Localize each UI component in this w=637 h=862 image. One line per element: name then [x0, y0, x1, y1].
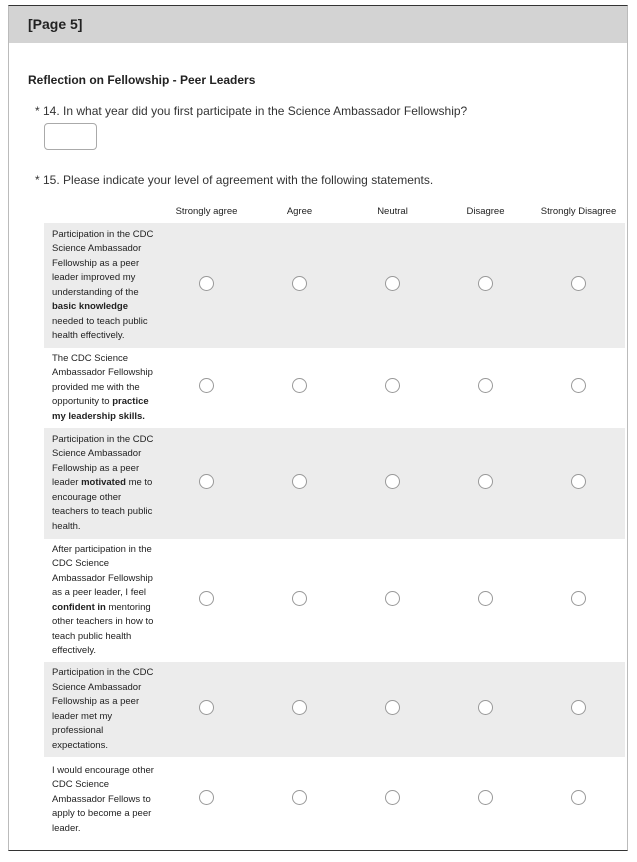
statement-label: [44, 662, 160, 757]
option-cell: [532, 662, 625, 757]
question-15: * 15. Please indicate your level of agreement with the following statements.: [35, 173, 434, 187]
radio-option[interactable]: [385, 474, 400, 489]
blank-header: [44, 199, 160, 223]
radio-option[interactable]: [571, 474, 586, 489]
option-cell: [346, 223, 439, 348]
statement-text: me to encourage other teachers to teach public health.: [52, 477, 153, 532]
option-cell: [160, 539, 253, 662]
radio-option[interactable]: [478, 591, 493, 606]
statement-text: Participation in the CDC Science Ambassador Fellowship as a peer leader met my professional expectations.: [52, 667, 154, 751]
option-cell: [532, 223, 625, 348]
option-cell: [346, 428, 439, 539]
radio-option[interactable]: [292, 790, 307, 805]
column-header: Neutral: [377, 205, 408, 217]
radio-option[interactable]: [385, 378, 400, 393]
agreement-matrix: [44, 199, 625, 843]
option-cell: [346, 662, 439, 757]
option-cell: [346, 348, 439, 428]
statement-text: basic knowledge: [52, 301, 129, 312]
option-cell: [439, 348, 532, 428]
survey-page: [8, 5, 628, 851]
option-cell: [439, 223, 532, 348]
radio-option[interactable]: [478, 276, 493, 291]
radio-option[interactable]: [292, 276, 307, 291]
statement-label: [44, 223, 160, 348]
option-cell: [439, 757, 532, 843]
radio-option[interactable]: [199, 700, 214, 715]
statement-label: [44, 348, 160, 428]
statement-label: [44, 757, 160, 843]
radio-option[interactable]: [199, 276, 214, 291]
statement-row: [44, 428, 625, 539]
statement-row: [44, 348, 625, 428]
radio-option[interactable]: [292, 700, 307, 715]
option-cell: [532, 348, 625, 428]
statement-text: needed to teach public health effectively.: [52, 315, 148, 341]
statement-label: [44, 539, 160, 662]
option-cell: [253, 348, 346, 428]
column-header: Agree: [286, 205, 313, 217]
statement-text: practice my leadership skills.: [52, 396, 149, 422]
radio-option[interactable]: [199, 591, 214, 606]
option-cell: [346, 539, 439, 662]
option-cell: [532, 428, 625, 539]
option-cell: [253, 428, 346, 539]
option-cell: [160, 757, 253, 843]
option-cell: [253, 539, 346, 662]
statement-row: [44, 757, 625, 843]
statement-text: motivated: [81, 477, 126, 489]
radio-option[interactable]: [292, 378, 307, 393]
statement-text: After participation in the CDC Science Ambassador Fellowship as a peer leader, I feel: [52, 543, 153, 598]
option-cell: [160, 348, 253, 428]
radio-option[interactable]: [385, 591, 400, 606]
radio-option[interactable]: [478, 790, 493, 805]
radio-option[interactable]: [571, 378, 586, 393]
column-header: Disagree: [466, 205, 505, 217]
option-cell: [532, 539, 625, 662]
statement-row: [44, 223, 625, 348]
radio-option[interactable]: [478, 474, 493, 489]
statement-text: Participation in the CDC Science Ambassador Fellowship as a peer leader: [52, 433, 154, 489]
statement-row: [44, 539, 625, 662]
radio-option[interactable]: [385, 276, 400, 291]
radio-option[interactable]: [478, 378, 493, 393]
option-cell: [346, 757, 439, 843]
option-cell: [253, 223, 346, 348]
statement-text: The CDC Science Ambassador Fellowship provided me with the opportunity to: [52, 352, 153, 408]
option-cell: [439, 428, 532, 539]
statement-text: mentoring other teachers in how to teach public health effectively.: [52, 601, 154, 656]
radio-option[interactable]: [199, 378, 214, 393]
statement-text: Participation in the CDC Science Ambassador Fellowship as a peer leader improved my understanding of the: [52, 228, 154, 298]
statement-row: [44, 662, 625, 757]
option-cell: [532, 757, 625, 843]
column-header: Strongly Disagree: [540, 205, 617, 217]
section-title: Reflection on Fellowship - Peer Leaders: [28, 73, 256, 87]
option-cell: [253, 662, 346, 757]
statement-text: I would encourage other CDC Science Ambassador Fellows to apply to become a peer leader.: [52, 764, 154, 834]
option-cell: [160, 223, 253, 348]
radio-option[interactable]: [571, 591, 586, 606]
option-cell: [253, 757, 346, 843]
radio-option[interactable]: [571, 700, 586, 715]
column-header: Strongly agree: [175, 205, 238, 217]
option-cell: [160, 662, 253, 757]
radio-option[interactable]: [478, 700, 493, 715]
radio-option[interactable]: [199, 474, 214, 489]
year-input[interactable]: [44, 123, 97, 150]
radio-option[interactable]: [571, 276, 586, 291]
option-cell: [439, 539, 532, 662]
statement-label: [44, 428, 160, 539]
radio-option[interactable]: [571, 790, 586, 805]
radio-option[interactable]: [292, 591, 307, 606]
radio-option[interactable]: [292, 474, 307, 489]
statement-text: confident in: [52, 601, 106, 613]
radio-option[interactable]: [385, 700, 400, 715]
option-cell: [439, 662, 532, 757]
question-14: * 14. In what year did you first participate in the Science Ambassador Fellowship?: [35, 104, 468, 118]
radio-option[interactable]: [199, 790, 214, 805]
radio-option[interactable]: [385, 790, 400, 805]
option-cell: [160, 428, 253, 539]
page-header: [Page 5]: [9, 6, 627, 43]
